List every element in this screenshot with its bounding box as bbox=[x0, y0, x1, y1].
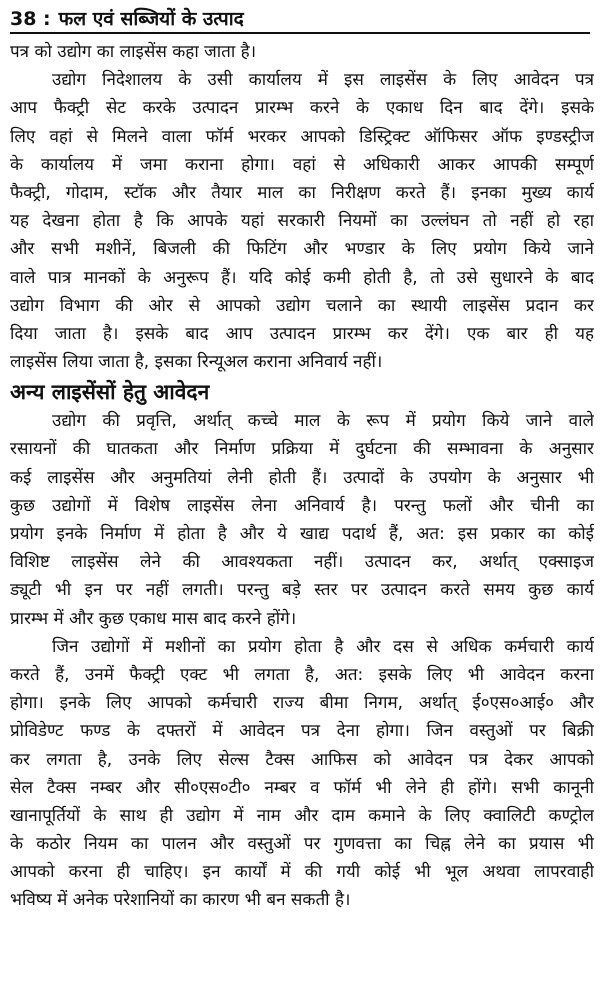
text-line: प्रयोग इनके निर्माण में होता है और ये खाद्य पदार्थ हैं, अत: इस प्रकार का कोई bbox=[10, 524, 594, 544]
text-line: जिन उद्योगों में मशीनों का प्रयोग होता है और दस से अधिक कर्मचारी कार्य bbox=[52, 636, 594, 657]
text-line: उद्योग की प्रवृत्ति, अर्थात् कच्चे माल के रूप में प्रयोग किये जाने वाले bbox=[52, 411, 594, 432]
text-line: भविष्य में अनेक परेशानियों का कारण भी बन सकती है। bbox=[10, 890, 351, 911]
text-line: सेल टैक्स नम्बर और सी०एस०टी० नम्बर व फॉर्म भी लेने ही होंगे। सभी कानूनी bbox=[10, 777, 594, 798]
text-line: फैक्ट्री, गोदाम, स्टॉक और तैयार माल का निरीक्षण करते हैं। इनका मुख्य कार्य bbox=[10, 182, 594, 203]
text-line: के कठोर नियम का पालन और वस्तुओं पर गुणवत्ता का चिह्न लेने का प्रयास भी bbox=[10, 834, 594, 855]
text-line: करते हैं, उनमें फैक्ट्री एक्ट भी लगता है, अत: इसके लिए भी आवेदन करना bbox=[10, 664, 594, 685]
text-line: के कार्यालय में जमा कराना होगा। वहां से अधिकारी आकर आपकी सम्पूर्ण bbox=[10, 154, 594, 175]
text-line: प्रारम्भ में और कुछ एकाध मास बाद करने होंगे। bbox=[10, 608, 297, 629]
page-header bbox=[10, 2, 590, 34]
running-title: फल एवं सब्जियों के उत्पाद bbox=[58, 8, 244, 30]
text-line: कुछ उद्योगों में विशेष लाइसेंस लेना अनिवार्य है। परन्तु फलों और चीनी का bbox=[10, 495, 594, 516]
text-line: कई लाइसेंस और अनुमतियां लेनी होती हैं। उत्पादों के उपयोग के अनुसार भी bbox=[10, 467, 594, 488]
text-line: होगा। इनके लिए आपको कर्मचारी राज्य बीमा निगम, अर्थात् ई०एस०आई० और bbox=[10, 693, 594, 714]
text-line: रसायनों की घातकता और निर्माण प्रक्रिया में दुर्घटना की सम्भावना के अनुसार bbox=[10, 439, 594, 460]
text-line: यह देखना होता है कि आपके यहां सरकारी नियमों का उल्लंघन तो नहीं हो रहा bbox=[10, 211, 594, 232]
text-line: आपको करना ही चाहिए। इन कार्यों में की गयी कोई भी भूल अथवा लापरवाही bbox=[10, 862, 594, 883]
text-line: वाले पात्र मानकों के अनुरूप हैं। यदि कोई कमी होती है, तो उसे सुधारने के बाद bbox=[10, 267, 594, 288]
section-heading: अन्य लाइसेंसों हेतु आवेदन bbox=[10, 380, 210, 405]
text-line: पत्र को उद्योग का लाइसेंस कहा जाता है। bbox=[10, 42, 257, 62]
text-line: विशिष्ट लाइसेंस लेने की आवश्यकता नहीं। उत्पादन कर, अर्थात् एक्साइज bbox=[10, 552, 594, 573]
text-line: खानापूर्तियों के साथ ही उद्योग में नाम और दाम कमाने के लिए क्वालिटी कण्ट्रोल bbox=[10, 805, 594, 826]
text-line: और सभी मशीनें, बिजली की फिटिंग और भण्डार के लिए प्रयोग किये जाने bbox=[10, 239, 594, 260]
text-line: उद्योग विभाग की ओर से आपको उद्योग चलाने का स्थायी लाइसेंस प्रदान कर bbox=[10, 295, 594, 316]
text-line: कर लगता है, उनके लिए सेल्स टैक्स आफिस को आवेदन पत्र देकर आपको bbox=[10, 749, 594, 770]
body-text bbox=[10, 38, 594, 915]
text-line: दिया जाता है। इसके बाद आप उत्पादन प्रारम्भ कर देंगे। एक बार ही यह bbox=[10, 323, 594, 344]
text-line: उद्योग निदेशालय के उसी कार्यालय में इस लाइसेंस के लिए आवेदन पत्र bbox=[52, 70, 594, 91]
text-line: प्रोविडेण्ट फण्ड के दफ्तरों में आवेदन पत्र देना होगा। जिन वस्तुओं पर बिक्री bbox=[10, 721, 594, 742]
text-line: लाइसेंस लिया जाता है, इसका रिन्यूअल कराना अनिवार्य नहीं। bbox=[10, 352, 383, 373]
text-line: आप फैक्ट्री सेट करके उत्पादन प्रारम्भ करने के एकाध दिन बाद देंगे। इसके bbox=[10, 98, 594, 119]
text-line: ड्यूटी भी इन पर नहीं लगती। परन्तु बड़े स्तर पर उत्पादन करते समय कुछ कार्य bbox=[10, 580, 594, 601]
page-number: 38 : bbox=[10, 8, 51, 30]
text-line: लिए वहां से मिलने वाला फॉर्म भरकर आपको डिस्ट्रिक्ट ऑफिसर ऑफ इण्डस्ट्रीज bbox=[10, 126, 594, 147]
